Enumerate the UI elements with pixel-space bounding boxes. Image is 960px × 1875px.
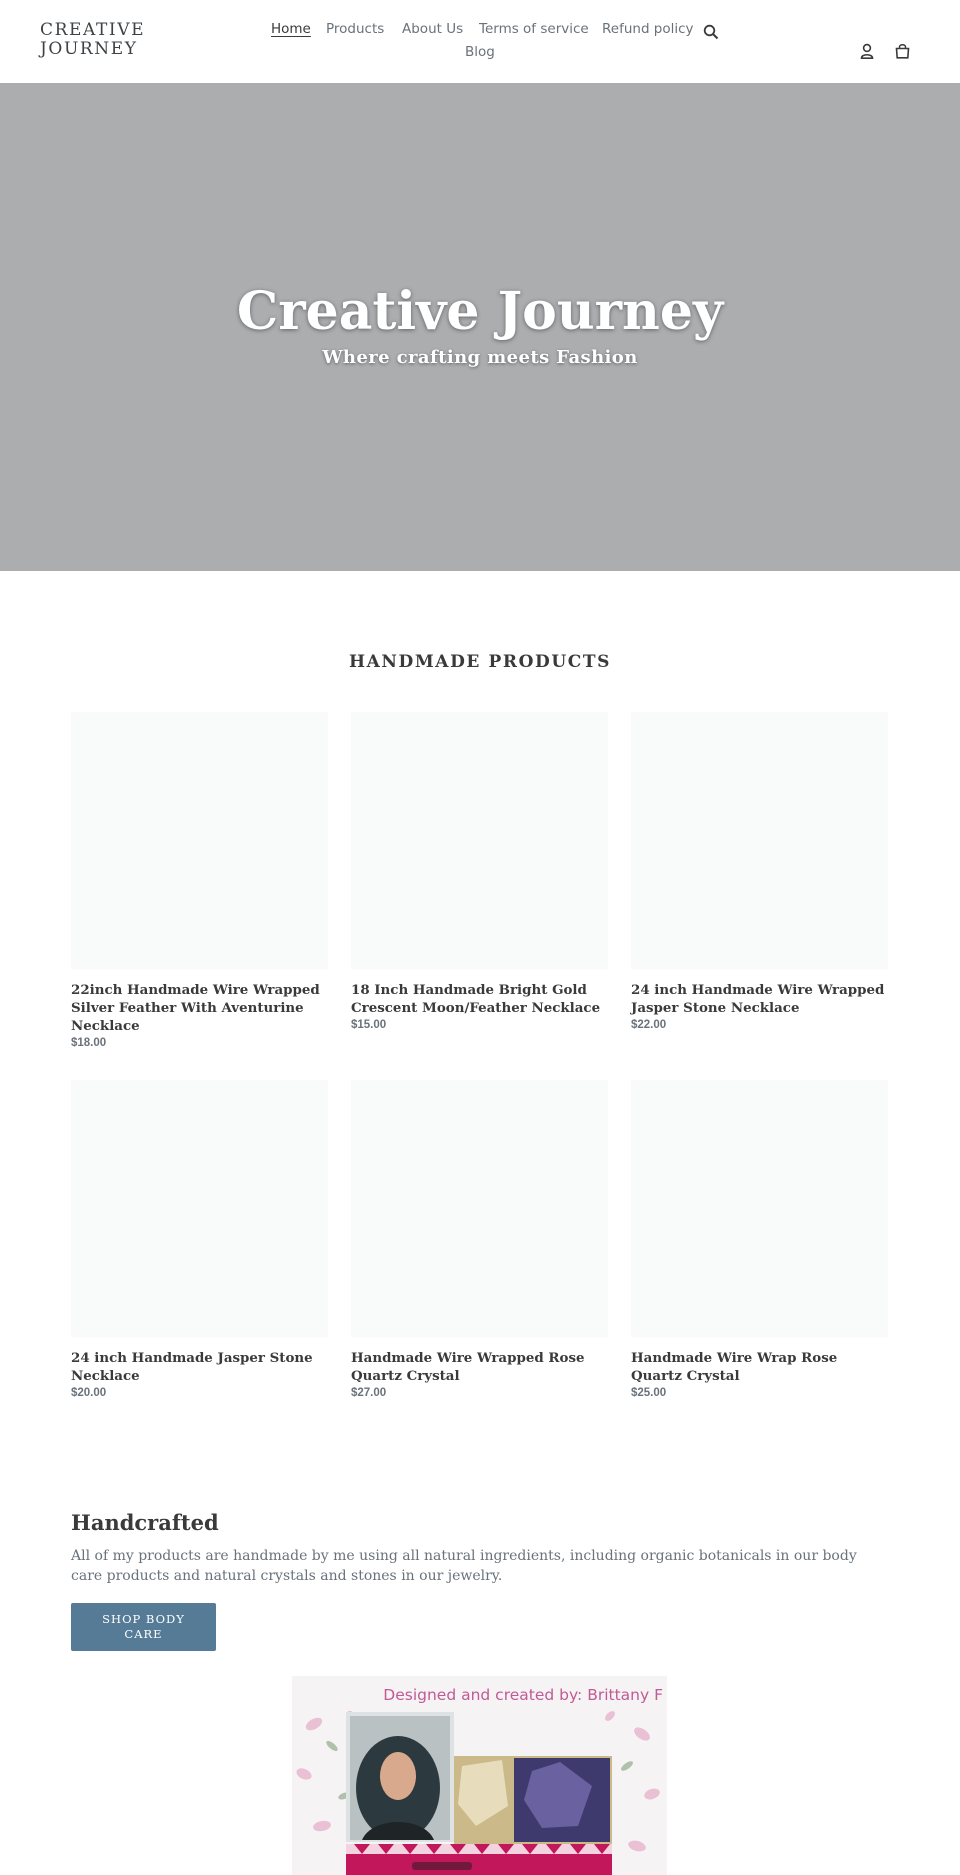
nav-item-blog[interactable]: Blog	[465, 44, 495, 60]
text-block-body: All of my products are handmade by me using all natural ingredients, including organic botanicals in our body care products and natural crystals and stones in our jewelry.	[71, 1548, 857, 1584]
designer-banner-image	[292, 1676, 667, 1875]
site-logo[interactable]: CREATIVE JOURNEY	[40, 20, 146, 59]
product-title[interactable]: 24 inch Handmade Jasper Stone Necklace	[71, 1350, 313, 1384]
product-card[interactable]	[71, 1080, 328, 1399]
nav-item-about-us[interactable]: About Us	[402, 21, 464, 37]
product-card[interactable]	[71, 712, 328, 1049]
hero-subtitle: Where crafting meets Fashion	[322, 347, 638, 368]
featured-collection-title: HANDMADE PRODUCTS	[348, 652, 612, 672]
nav-item-terms-of-service[interactable]: Terms of service	[479, 21, 589, 37]
product-title[interactable]: 24 inch Handmade Wire Wrapped Jasper Stone Necklace	[631, 982, 885, 1016]
product-price: $20.00	[71, 1387, 107, 1399]
search-icon[interactable]	[703, 24, 719, 40]
main-nav	[0, 0, 960, 83]
banner-caption: Designed and created by: Brittany F	[383, 1686, 663, 1704]
product-price: $15.00	[351, 1019, 387, 1031]
product-title[interactable]: 22inch Handmade Wire Wrapped Silver Feather With Aventurine Necklace	[71, 982, 320, 1034]
shop-body-care-button[interactable]: SHOP BODY CARE	[71, 1603, 216, 1651]
product-price: $22.00	[631, 1019, 667, 1031]
text-block-heading: Handcrafted	[71, 1510, 219, 1535]
account-icon[interactable]	[860, 43, 874, 59]
product-title[interactable]: Handmade Wire Wrapped Rose Quartz Crystal	[351, 1350, 585, 1384]
product-image[interactable]	[351, 1080, 608, 1337]
nav-item-home[interactable]: Home	[271, 21, 311, 37]
site-header	[0, 0, 960, 83]
product-price: $18.00	[71, 1037, 107, 1049]
product-price: $25.00	[631, 1387, 667, 1399]
product-image[interactable]	[71, 1080, 328, 1337]
hero-banner	[0, 83, 960, 571]
hero-title: Creative Journey	[236, 281, 724, 342]
product-image[interactable]	[631, 1080, 888, 1337]
product-image[interactable]	[631, 712, 888, 969]
product-image[interactable]	[351, 712, 608, 969]
banner-artwork	[292, 1676, 667, 1875]
nav-item-refund-policy[interactable]: Refund policy	[602, 21, 694, 37]
product-card[interactable]	[351, 1080, 608, 1399]
product-title[interactable]: Handmade Wire Wrap Rose Quartz Crystal	[631, 1350, 838, 1384]
nav-item-products[interactable]: Products	[326, 21, 385, 37]
product-price: $27.00	[351, 1387, 387, 1399]
product-image[interactable]	[71, 712, 328, 969]
product-card[interactable]	[631, 1080, 888, 1399]
product-card[interactable]	[631, 712, 888, 1031]
product-card[interactable]	[351, 712, 608, 1031]
cart-icon[interactable]	[895, 43, 910, 59]
product-title[interactable]: 18 Inch Handmade Bright Gold Crescent Moon/Feather Necklace	[351, 982, 601, 1016]
